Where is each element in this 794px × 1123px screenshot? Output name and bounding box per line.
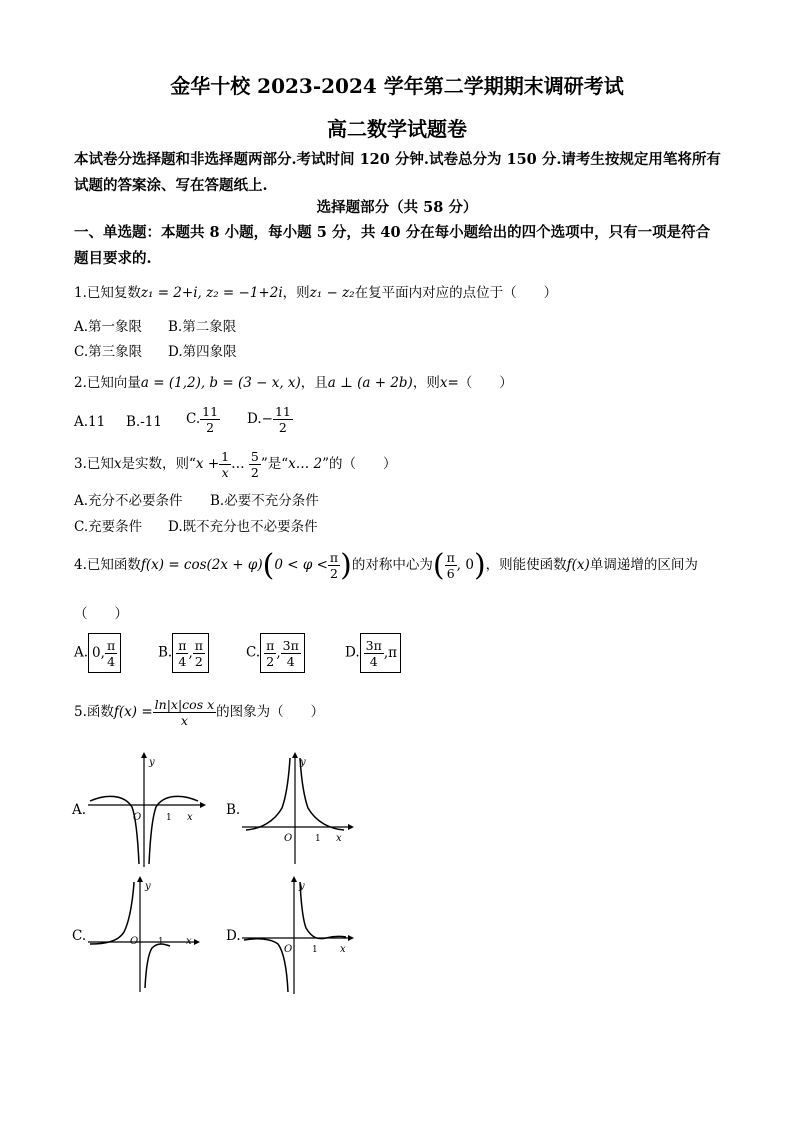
origin-label: O [133, 812, 142, 823]
question-3-option-d[interactable]: D.既不充分也不必要条件 [168, 519, 318, 535]
one-label: 1 [158, 937, 164, 947]
question-2-option-b[interactable]: B.-11 [126, 414, 162, 430]
question-3-option-c[interactable]: C.充要条件 [74, 519, 143, 535]
question-3-option-b[interactable]: B.必要不充分条件 [210, 493, 319, 509]
curve-left [246, 758, 290, 830]
curve-left [244, 939, 288, 992]
question-4-answer-paren: （ ） [74, 606, 128, 622]
question-1-option-b[interactable]: B.第二象限 [168, 319, 237, 335]
question-4-option-c[interactable]: C. $\frac{\pi}{2}$ , $\frac{3\pi}{4}$ [246, 633, 305, 673]
x-label: x [186, 936, 192, 947]
y-axis-arrow [141, 752, 147, 758]
y-label: y [145, 881, 151, 892]
question-1-option-d[interactable]: D.第四象限 [168, 344, 237, 360]
one-label: 1 [315, 834, 321, 844]
question-4-option-d[interactable]: D. $\frac{3\pi}{4}$ ,π [345, 633, 401, 673]
origin-label: O [284, 944, 293, 955]
origin-label: O [130, 936, 139, 947]
question-1-stem: 1.已知复数z₁ = 2+i, z₂ = −1+2i，则z₁ − z₂在复平面内对应的点位于（ ） [74, 285, 558, 301]
question-5-option-d-label[interactable]: D. [226, 928, 241, 944]
x-label: x [187, 812, 193, 823]
y-label: y [149, 757, 155, 768]
question-2-option-d[interactable]: D.− $\frac{11}{2}$ [247, 404, 291, 435]
exam-title: 金华十校 2023-2024 学年第二学期期末调研考试 [170, 74, 624, 98]
y-axis-arrow [137, 876, 143, 882]
section-heading: 选择题部分（共 58 分） [316, 199, 478, 216]
question-5-graph-c[interactable] [88, 876, 200, 992]
y-axis-arrow [292, 752, 298, 758]
question-1-option-a[interactable]: A.第一象限 [74, 319, 143, 335]
question-4-option-a[interactable]: A. 0, $\frac{\pi}{4}$ [74, 633, 121, 673]
question-5-graph-a[interactable] [88, 752, 206, 867]
x-axis-arrow [348, 824, 354, 830]
question-2-option-a[interactable]: A.11 [74, 414, 106, 430]
question-5-stem: 5.函数f(x) = $\frac{\text{ln|x|cos x}}{x}$ 的图象为（ ） [74, 697, 325, 728]
exam-subtitle: 高二数学试题卷 [327, 117, 467, 141]
x-label: x [336, 833, 342, 844]
y-label: y [300, 757, 306, 768]
curve-right [149, 796, 198, 864]
x-axis-arrow [348, 935, 354, 941]
part-one-heading: 一、单选题：本题共 8 小题，每小题 5 分，共 40 分在每小题给出的四个选项中，只有一项是符合题目要求的. [74, 224, 711, 267]
curve-right [145, 944, 170, 988]
x-axis-arrow [200, 802, 206, 808]
question-5-option-b-label[interactable]: B. [226, 802, 241, 818]
y-axis-arrow [291, 876, 297, 882]
origin-label: O [284, 833, 293, 844]
question-2-stem: 2.已知向量a = (1,2), b = (3 − x, x)，且a ⊥ (a + 2b)，则x=（ ） [74, 375, 513, 391]
curve-right [300, 882, 346, 939]
y-label: y [299, 881, 305, 892]
curve-left [90, 796, 142, 864]
x-axis-arrow [194, 939, 200, 945]
one-label: 1 [312, 945, 318, 955]
x-label: x [340, 944, 346, 955]
exam-instructions: 本试卷分选择题和非选择题两部分.考试时间 120 分钟.试卷总分为 150 分.请考生按规定用笔将所有试题的答案涂、写在答题纸上. [74, 151, 721, 194]
question-2-option-c[interactable]: C. $\frac{11}{2}$ [186, 404, 219, 435]
question-3-option-a[interactable]: A.充分不必要条件 [74, 493, 183, 509]
question-1-option-c[interactable]: C.第三象限 [74, 344, 143, 360]
question-4-stem: 4.已知函数f(x) = cos(2x + φ)(0 < φ < $\frac{\pi}{2}$ )的对称中心为( $\frac{\pi}{6}$ , 0)，则能使函数f(x)单调递增的区间为 [74, 548, 698, 583]
question-5-graph-b[interactable] [242, 752, 354, 864]
question-4-option-b[interactable]: B. $\frac{\pi}{4}$ , $\frac{\pi}{2}$ [158, 633, 209, 673]
curve-right [300, 758, 344, 830]
question-5-option-a-label[interactable]: A. [72, 802, 87, 818]
question-3-stem: 3.已知x是实数，则“x + $\frac{1}{x}$ … $\frac{5}{2}$ ”是“x… 2”的（ ） [74, 449, 397, 480]
one-label: 1 [166, 813, 172, 823]
question-5-option-c-label[interactable]: C. [72, 928, 87, 944]
question-5-graph-d[interactable] [242, 876, 354, 994]
curve-left [90, 882, 134, 944]
